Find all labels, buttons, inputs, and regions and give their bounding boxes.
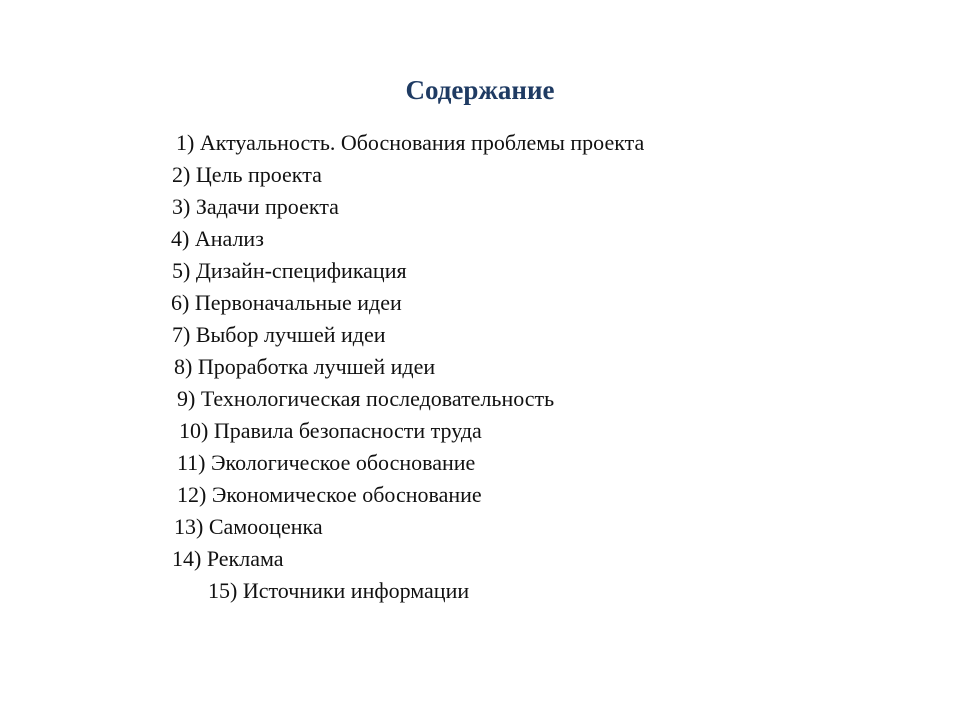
toc-item-6: 6) Первоначальные идеи	[171, 290, 402, 315]
toc-item-9: 9) Технологическая последовательность	[177, 386, 555, 411]
toc-item-3: 3) Задачи проекта	[172, 194, 339, 219]
toc-item-12: 12) Экономическое обоснование	[177, 482, 482, 507]
toc-item-4: 4) Анализ	[171, 226, 264, 251]
toc-item-13: 13) Самооценка	[174, 514, 323, 539]
toc-item-8: 8) Проработка лучшей идеи	[174, 354, 436, 379]
toc-item-11: 11) Экологическое обоснование	[177, 450, 476, 475]
toc-item-5: 5) Дизайн-спецификация	[172, 258, 407, 283]
toc-item-14: 14) Реклама	[172, 546, 284, 571]
toc-item-15: 15) Источники информации	[208, 578, 470, 603]
toc-item-1: 1) Актуальность. Обоснования проблемы проекта	[176, 130, 645, 155]
toc-item-10: 10) Правила безопасности труда	[179, 418, 482, 443]
slide-title: Содержание	[405, 75, 555, 105]
toc-item-7: 7) Выбор лучшей идеи	[172, 322, 386, 347]
toc-item-2: 2) Цель проекта	[172, 162, 322, 187]
